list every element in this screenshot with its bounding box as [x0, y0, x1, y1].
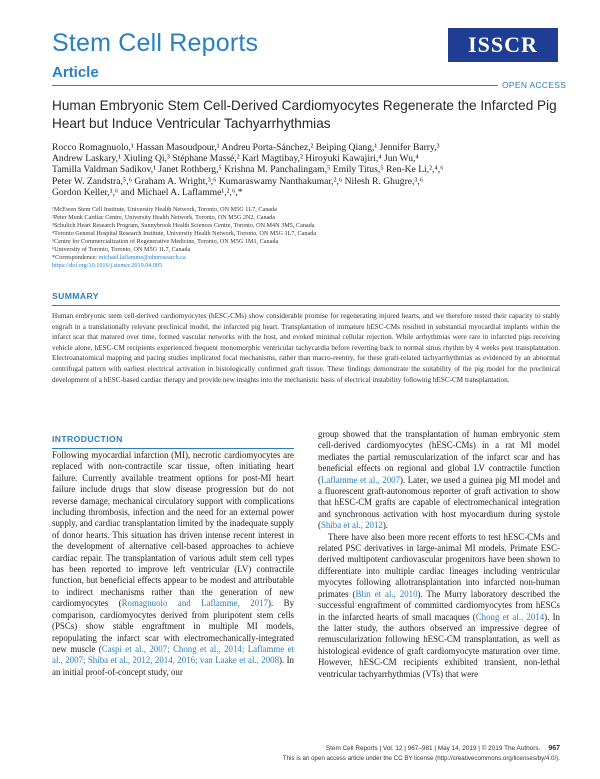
correspondence — [52, 254, 557, 262]
intro-paragraph — [318, 532, 560, 680]
text-run: ). The Murry laboratory described the successful engraftment of committed cardiomyocytes from hESCs in the infarcted hearts of small macaques ( — [318, 588, 560, 622]
open-access-label: OPEN ACCESS — [498, 80, 566, 90]
author-line: Rocco Romagnuolo,¹ Hassan Masoudpour,¹ Andreu Porta-Sánchez,² Beiping Qiang,¹ Jennifer Barry,³ — [52, 142, 440, 153]
doi-link[interactable]: https://doi.org/10.1016/j.stemcr.2019.04.005 — [52, 262, 163, 269]
affiliation: ³Schulich Heart Research Program, Sunnybrook Health Sciences Centre, Toronto, ON M4N 3M5, Canada — [52, 222, 315, 229]
citation-link[interactable]: Chong et al., 2014 — [475, 611, 545, 622]
header-rule — [52, 85, 560, 86]
citation-link[interactable]: Blin et al., 2010 — [355, 588, 418, 599]
summary-text: Human embryonic stem cell-derived cardiomyocytes (hESC-CMs) show considerable promise for regenerating injured hearts, and we therefore tested their capacity to stably engraft in a translationally relevant preclinical model, the infarcted pig heart. Transplantation of immature hESC-CMs resulted in substantial myocardial implants within the infarct scar that matured over time, formed vascular networks with the host, and evoked minimal cellular rejection. While arrhythmias were rare in infarcted pigs receiving vehicle alone, hESC-CM recipients experienced frequent monomorphic ventricular tachycardia before reverting back to normal sinus rhythm by 4 weeks post transplantation. Electroanatomical mapping and pacing studies implicated focal mechanisms, rather than macro-reentry, for these graft-related tachyarrhythmias as evidenced by an abnormal centrifugal pattern with earliest electrical activation in histologically confirmed graft tissue. These findings demonstrate the suitability of the pig model for the preclinical development of a hESC-based cardiac therapy and provide new insights into the mechanistic basis of electrical instability following hESC-CM transplantation. — [52, 312, 560, 384]
affiliation-list — [52, 206, 557, 270]
author-line: Tamilla Valdman Sadikov,¹ Janet Rothberg,⁵ Krishna M. Panchalingam,⁵ Emily Titus,⁵ Ren-Ke Li,²,⁴,⁶ — [52, 164, 444, 176]
citation-link[interactable]: Laflamme et al., 2007 — [320, 474, 401, 485]
text-run: Following myocardial infarction (MI), necrotic cardiomyocytes are replaced with non-contractile scar tissue, often initiating heart failure. Currently available treatment options for post-MI heart failure include drugs that slow disease progression but do not reverse damage, mechanical circulatory support with complications including thrombosis, infection and the need for an external power supply, and cardiac transplantation limited by the inadequate supply of donor hearts. This situation has driven intense recent interest in the development of alternative cell-based approaches to achieve cardiac repair. The transplantation of various adult stem cell types has been reported to improve left ventricular (LV) contractile function, but beneficial effects appear to be modest and attributable to indirect mechanisms rather than the generation of new cardiomyocytes ( — [52, 450, 294, 609]
summary-rule — [52, 305, 560, 306]
page-number: 967 — [548, 745, 560, 752]
affiliation: ⁵Centre for Commercialization of Regenerative Medicine, Toronto, ON M5G 1M1, Canada — [52, 238, 279, 245]
intro-left-column — [52, 450, 294, 678]
article-title: Human Embryonic Stem Cell-Derived Cardiomyocytes Regenerate the Infarcted Pig Heart but Induce Ventricular Tachyarrhythmias — [52, 98, 557, 131]
journal-name: Stem Cell Reports — [52, 29, 259, 57]
author-list — [52, 142, 557, 198]
text-run: There have also been more recent efforts to test hESC-CMs and related PSC derivatives in large-animal MI models. Primate ESC-derived multipotent cardiovascular progenitors have been shown to differentiate into multiple cardiac lineages including ventricular myocytes following allotransplantation into infarcted non-human primates ( — [318, 531, 560, 599]
text-run: group showed that the transplantation of human embryonic stem cell-derived cardiomyocytes (hESC-CMs) in a rat MI model mediates the partial remuscularization of the infarct scar and has beneficial effects on regional and global LV contractile function ( — [318, 429, 560, 485]
introduction-heading: INTRODUCTION — [52, 434, 123, 444]
author-line: Gordon Keller,¹,⁶ and Michael A. Laflamme¹,²,⁶,* — [52, 186, 243, 198]
article-type: Article — [52, 64, 99, 81]
intro-right-column — [318, 429, 560, 680]
affiliation: ⁶University of Toronto, Toronto, ON M5G 1L7, Canada — [52, 246, 191, 253]
author-line: Peter W. Zandstra,⁵,⁶ Graham A. Wright,³,⁶ Kumaraswamy Nanthakumar,²,⁶ Nilesh R. Ghugre,³,⁶ — [52, 175, 424, 187]
isscr-logo: ISSCR — [448, 28, 558, 62]
text-run: ). — [382, 520, 389, 531]
affiliation: ²Peter Munk Cardiac Centre, University Health Network, Toronto, ON M5G 2N2, Canada — [52, 214, 276, 221]
footer-license: This is an open access article under the CC BY license (http://creativecommons.org/licenses/by/4.0/). — [282, 755, 560, 762]
summary-heading: SUMMARY — [52, 291, 99, 301]
footer-citation — [100, 745, 560, 752]
text-run: ). In the latter study, the authors observed an impressive degree of remuscularization following hESC-CM transplantation, as well as histological evidence of graft cardiomyocyte maturation over time. However, hESC-CM recipients exhibited transient, non-lethal ventricular tachyarrhythmias (VTs) that were — [318, 611, 560, 679]
citation-link[interactable]: Romagnuolo and Laflamme, 2017 — [121, 598, 269, 609]
affiliation: ¹McEwen Stem Cell Institute, University Health Network, Toronto, ON M5G 1L7, Canada — [52, 206, 277, 213]
citation-link[interactable]: Shiba et al., 2012 — [320, 520, 383, 531]
citation-text: Stem Cell Reports | Vol. 12 | 967–981 | May 14, 2019 | © 2019 The Authors. — [325, 745, 541, 752]
affiliation: ⁴Toronto General Hospital Research Institute, University Health Network, Toronto, ON M5G 1L7, Canada — [52, 230, 317, 237]
author-line: Andrew Laskary,¹ Xiuling Qi,³ Stéphane Massé,² Karl Magtibay,² Hiroyuki Kawajiri,⁴ Jun Wu,⁴ — [52, 153, 419, 165]
introduction-rule — [52, 448, 294, 449]
text-run: ). In an initial proof-of-concept study, our — [52, 655, 294, 677]
text-run: ). Later, we used a guinea pig MI model and a fluorescent graft-autonomous reporter of graft activation to show that hESC-CM grafts are capable of electromechanical integration and synchronous activation with host myocardium during systole ( — [318, 474, 561, 531]
correspondence-label: *Correspondence: — [52, 254, 98, 261]
correspondence-email-link[interactable]: michael.laflamme@uhnresearch.ca — [98, 254, 186, 261]
intro-paragraph — [52, 450, 294, 678]
intro-paragraph — [318, 429, 560, 532]
citation-link[interactable]: Caspi et al., 2007; Chong et al., 2014; Laflamme et al., 2007; Shiba et al., 2012, 2014, 2016; van Laake et al., 2008 — [52, 643, 294, 666]
text-run: ). By comparison, cardiomyocytes derived from pluripotent stem cells (PSCs) show stable engraftment in multiple MI models, repopulating the infarct scar with electromechanically-integrated new muscle ( — [52, 598, 295, 654]
